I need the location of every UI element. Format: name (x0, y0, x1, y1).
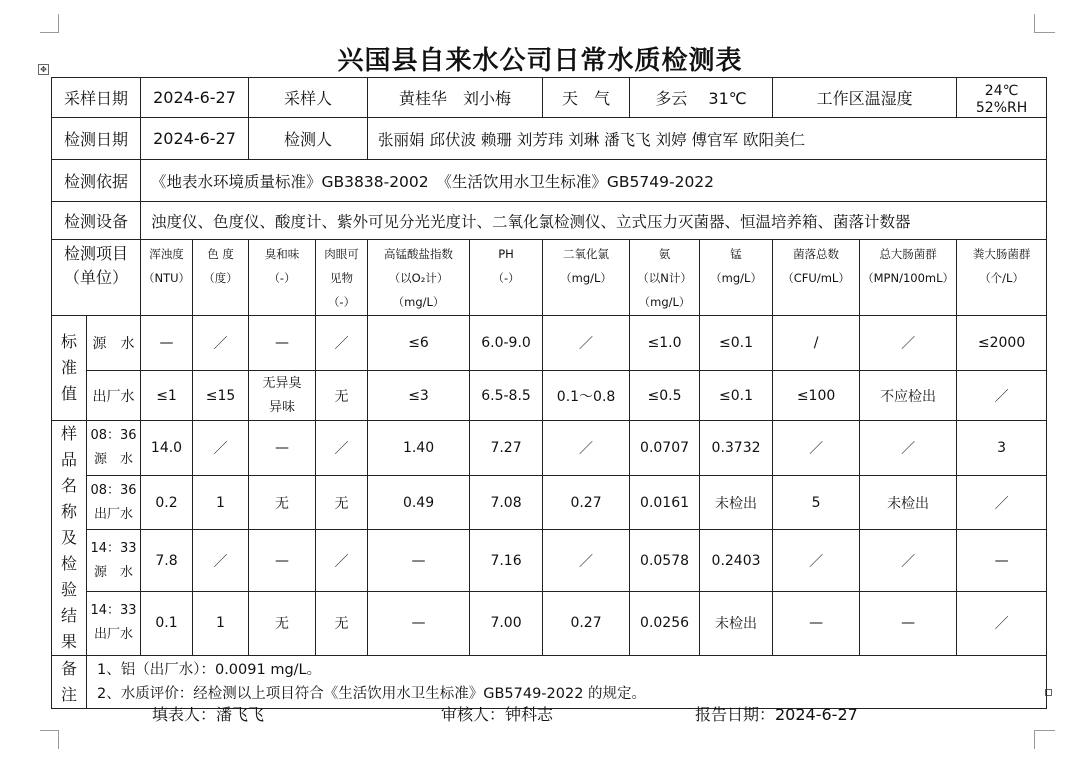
vertical-label: 备注 (61, 659, 78, 704)
column-header: 氨 （以N计） （mg/L） (630, 240, 700, 316)
table-cell: 0.2403 (700, 530, 773, 592)
tester-label: 检测人 (249, 118, 368, 160)
result-row (52, 591, 1047, 655)
table-cell: — (773, 591, 860, 655)
table-cell: 3 (957, 421, 1047, 476)
table-cell: 1.40 (368, 421, 470, 476)
table-cell: — (368, 591, 470, 655)
sampler-value: 黄桂华 刘小梅 (368, 78, 543, 118)
table-cell: — (957, 530, 1047, 592)
test-date-label: 检测日期 (52, 118, 141, 160)
table-cell: 无 (316, 371, 368, 421)
notes-row (52, 656, 1047, 709)
sample-name: 08：36 源 水 (87, 421, 141, 476)
item-header (52, 240, 141, 316)
table-cell: ／ (316, 316, 368, 371)
water-quality-table (51, 77, 1047, 709)
equipment-label: 检测设备 (52, 202, 141, 240)
unit-label: （单位） (64, 268, 129, 287)
table-cell: 未检出 (700, 476, 773, 530)
crop-mark-top-right (1034, 14, 1055, 33)
table-cell: 0.0578 (630, 530, 700, 592)
crop-mark-bottom-left (40, 730, 59, 749)
table-cell: 无 (249, 591, 316, 655)
table-cell: 7.16 (470, 530, 543, 592)
table-cell: ／ (316, 421, 368, 476)
standard-label (52, 316, 87, 421)
table-cell: 0.3732 (700, 421, 773, 476)
column-header: 总大肠菌群 （MPN/100mL） (860, 240, 957, 316)
note-line: 2、水质评价：经检测以上项目符合《生活饮用水卫生标准》GB5749-2022 的规定。 (97, 686, 647, 702)
sample-name: 14：33 出厂水 (87, 591, 141, 655)
item-label: 检测项目 (64, 244, 129, 263)
table-cell: ／ (543, 530, 630, 592)
table-cell: — (249, 316, 316, 371)
column-header: PH （-） (470, 240, 543, 316)
result-row (52, 421, 1047, 476)
notes-label (52, 656, 87, 709)
table-cell: ≤0.1 (700, 371, 773, 421)
table-cell: ／ (860, 316, 957, 371)
sample-name: 14：33 源 水 (87, 530, 141, 592)
table-cell: ／ (957, 476, 1047, 530)
standard-row (52, 316, 1047, 371)
note-line: 1、铝（出厂水）：0.0091 mg/L。 (97, 662, 322, 678)
standard-row (52, 371, 1047, 421)
table-cell: 无 (316, 476, 368, 530)
basis-value: 《地表水环境质量标准》GB3838-2002 《生活饮用水卫生标准》GB5749-2022 (141, 160, 1047, 202)
result-row (52, 476, 1047, 530)
table-cell: ≤1.0 (630, 316, 700, 371)
table-cell: ／ (193, 530, 249, 592)
table-cell: 0.1 (141, 591, 193, 655)
table-cell: 0.27 (543, 591, 630, 655)
weather-value: 多云 31℃ (630, 78, 773, 118)
table-cell: 7.08 (470, 476, 543, 530)
table-cell: 0.0161 (630, 476, 700, 530)
table-cell: / (773, 316, 860, 371)
column-header: 肉眼可 见物 （-） (316, 240, 368, 316)
basis-row (52, 160, 1047, 202)
table-cell: ／ (193, 421, 249, 476)
table-cell: — (249, 421, 316, 476)
column-header: 锰 （mg/L） (700, 240, 773, 316)
table-cell: 未检出 (860, 476, 957, 530)
table-cell: ／ (860, 530, 957, 592)
table-cell: 6.0-9.0 (470, 316, 543, 371)
table-cell: 0.0707 (630, 421, 700, 476)
table-cell: — (860, 591, 957, 655)
table-cell: ／ (543, 316, 630, 371)
table-cell: 7.27 (470, 421, 543, 476)
filler-signature: 填表人：潘飞飞 (152, 705, 265, 724)
table-cell: 0.2 (141, 476, 193, 530)
table-cell: ／ (773, 530, 860, 592)
vertical-label: 标准值 (61, 332, 78, 403)
table-cell: — (141, 316, 193, 371)
column-header: 浑浊度 （NTU） (141, 240, 193, 316)
table-cell: ≤0.5 (630, 371, 700, 421)
equipment-value: 浊度仪、色度仪、酸度计、紫外可见分光光度计、二氧化氯检测仪、立式压力灭菌器、恒温培养箱、菌落计数器 (141, 202, 1047, 240)
table-cell: 0.1～0.8 (543, 371, 630, 421)
table-cell: ／ (193, 316, 249, 371)
column-header: 色 度 （度） (193, 240, 249, 316)
testing-row (52, 118, 1047, 160)
table-cell: ≤15 (193, 371, 249, 421)
table-cell: 未检出 (700, 591, 773, 655)
testers-value: 张丽娟 邱伏波 赖珊 刘芳玮 刘琳 潘飞飞 刘婷 傅官军 欧阳美仁 (368, 118, 1047, 160)
table-cell: ／ (860, 421, 957, 476)
column-header-row (52, 240, 1047, 316)
crop-mark-top-left (40, 14, 59, 33)
document-title: 兴国县自来水公司日常水质检测表 (337, 46, 743, 76)
table-cell: 0.49 (368, 476, 470, 530)
table-cell: 5 (773, 476, 860, 530)
table-cell: 0.0256 (630, 591, 700, 655)
column-header: 粪大肠菌群 （个/L） (957, 240, 1047, 316)
table-cell: 7.00 (470, 591, 543, 655)
report-date: 报告日期：2024-6-27 (695, 705, 858, 724)
table-cell: — (368, 530, 470, 592)
table-cell: ／ (957, 371, 1047, 421)
sampling-row (52, 78, 1047, 118)
table-cell: ／ (773, 421, 860, 476)
test-date-value: 2024-6-27 (141, 118, 249, 160)
table-cell: 7.8 (141, 530, 193, 592)
basis-label: 检测依据 (52, 160, 141, 202)
table-cell: 0.27 (543, 476, 630, 530)
crop-mark-bottom-right (1034, 730, 1055, 749)
result-row (52, 530, 1047, 592)
table-cell: — (249, 530, 316, 592)
table-cell: ≤100 (773, 371, 860, 421)
sample-date-value: 2024-6-27 (141, 78, 249, 118)
table-cell: ≤2000 (957, 316, 1047, 371)
reviewer-signature: 审核人：钟科志 (441, 705, 554, 724)
table-cell: 1 (193, 476, 249, 530)
sample-date-label: 采样日期 (52, 78, 141, 118)
weather-label: 天 气 (543, 78, 630, 118)
sampler-label: 采样人 (249, 78, 368, 118)
column-header: 二氧化氯 （mg/L） (543, 240, 630, 316)
table-cell: 6.5-8.5 (470, 371, 543, 421)
env-value: 24℃ 52%RH (957, 78, 1047, 118)
table-cell: ≤1 (141, 371, 193, 421)
column-header: 菌落总数 （CFU/mL） (773, 240, 860, 316)
env-label: 工作区温湿度 (773, 78, 957, 118)
column-header: 臭和味 （-） (249, 240, 316, 316)
standard-row-name: 出厂水 (87, 371, 141, 421)
table-cell: 无 (249, 476, 316, 530)
standard-row-name: 源 水 (87, 316, 141, 371)
vertical-label: 样品名称及检验结果 (61, 424, 78, 651)
table-cell: ／ (316, 530, 368, 592)
table-move-handle-icon[interactable]: ✥ (38, 64, 49, 75)
sample-name: 08：36 出厂水 (87, 476, 141, 530)
table-cell: 无 (316, 591, 368, 655)
table-cell: 14.0 (141, 421, 193, 476)
table-cell: ≤0.1 (700, 316, 773, 371)
table-cell: ／ (957, 591, 1047, 655)
notes-content (87, 656, 1047, 709)
equipment-row (52, 202, 1047, 240)
results-label (52, 421, 87, 656)
table-cell: 无异臭异味 (249, 371, 316, 421)
table-cell: ／ (543, 421, 630, 476)
table-cell: 不应检出 (860, 371, 957, 421)
table-cell: ≤3 (368, 371, 470, 421)
table-cell: 1 (193, 591, 249, 655)
table-cell: ≤6 (368, 316, 470, 371)
column-header: 高锰酸盐指数 （以O₂计） （mg/L） (368, 240, 470, 316)
